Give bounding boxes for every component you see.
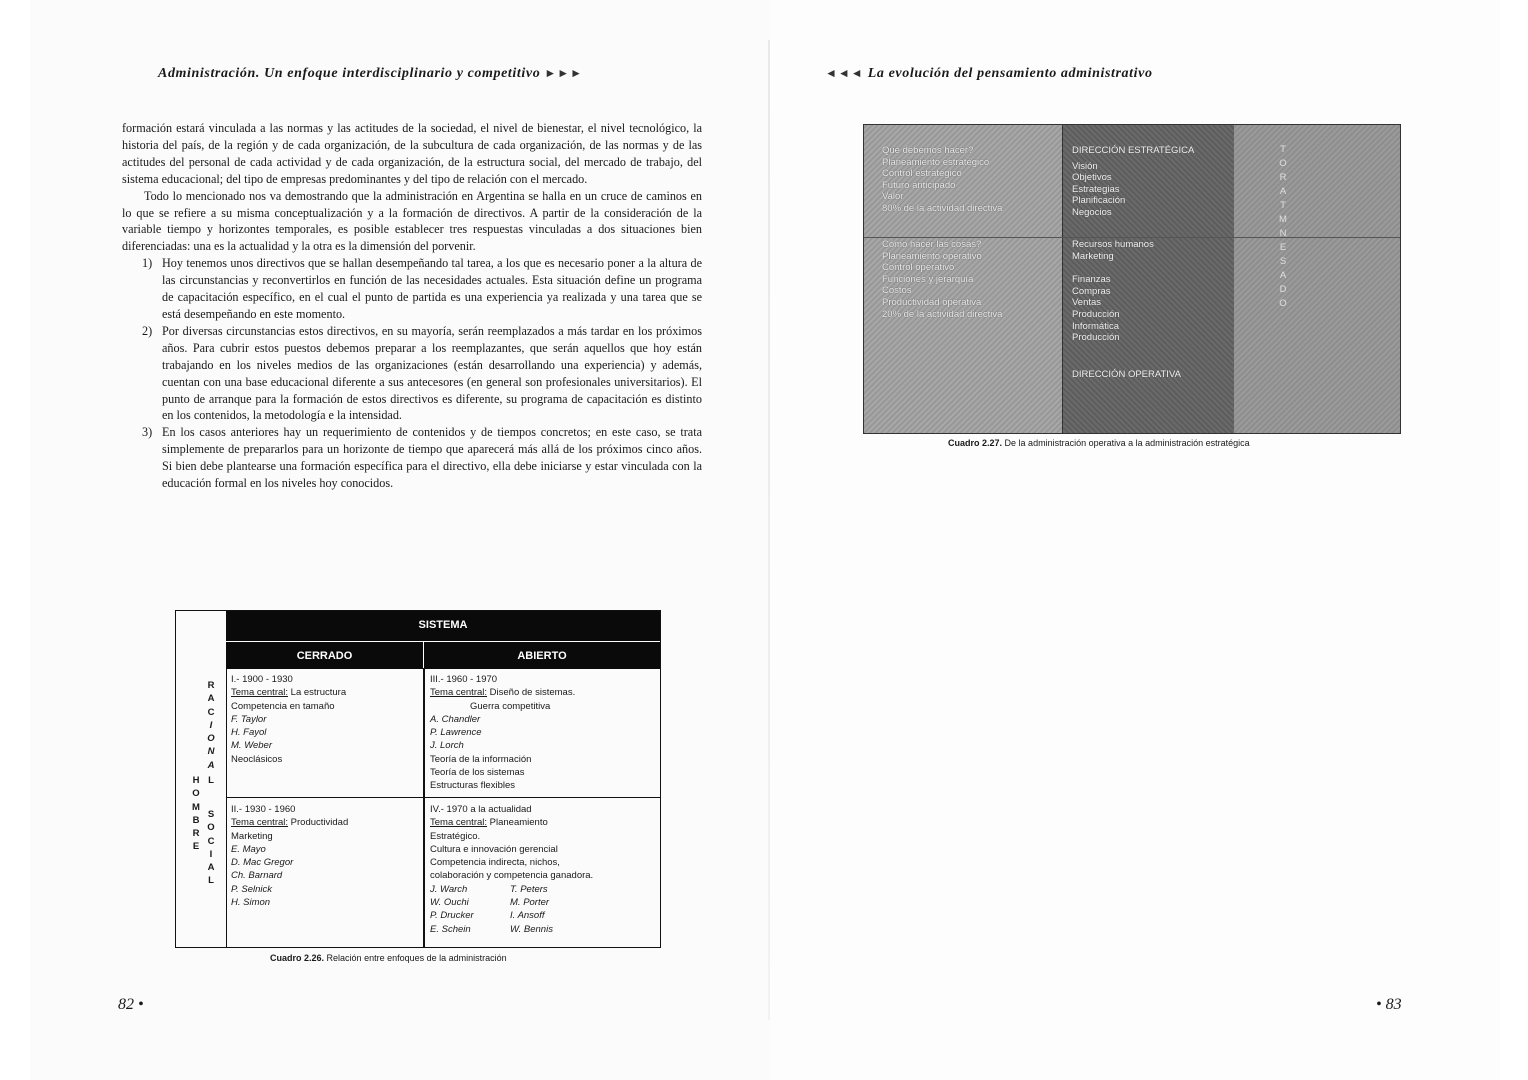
figure-col2-footer: DIRECCIÓN OPERATIVA (1072, 369, 1181, 380)
table-header-sistema: SISTEMA (226, 611, 660, 641)
back-arrows-icon: ◄◄◄ (825, 66, 864, 80)
vertical-letter: I (209, 719, 213, 731)
vertical-letter: N (1279, 228, 1287, 239)
figure-col1-bottom: Cómo hacer las cosas? Planeamiento operativo Control operativo Funciones y jerarquía Costos Productividad operativa 20% de la actividad directiva (882, 239, 1003, 320)
side-label-hombre (190, 774, 202, 854)
vertical-letter: A (1279, 270, 1287, 281)
vertical-letter: A (1279, 186, 1287, 197)
figure-col1-top: Qué debemos hacer? Planeamiento estratégico Control estratégico Futuro anticipado Valor 80% de la actividad directiva (882, 145, 1003, 214)
vertical-letter: H (192, 775, 200, 786)
figure-col2-top: DIRECCIÓN ESTRATÉGICA Visión Objetivos Estrategias Planificación Negocios (1072, 145, 1195, 218)
vertical-letter: O (207, 733, 215, 745)
caption-2-26: Cuadro 2.26. Relación entre enfoques de la administración (270, 953, 507, 963)
numbered-list (122, 255, 702, 492)
vertical-letter: I (209, 848, 213, 860)
page-number-right: • 83 (1376, 996, 1402, 1013)
table-header-cerrado: CERRADO (226, 641, 424, 669)
strategic-figure (863, 124, 1401, 434)
page-number-left: 82 • (118, 996, 144, 1013)
table-cell-open-social: IV.- 1970 a la actualidad Tema central: Planeamiento Estratégico. Cultura e innovación gerencial Competencia indirecta, nichos, colaboración y competencia ganadora. J. Warch T. Peters W. Ouchi M. Porter P. Drucker I. Ansoff E. Schein W. Bennis (424, 798, 660, 948)
left-body-text (122, 120, 702, 492)
vertical-letter: B (192, 814, 200, 826)
list-item: 1) Hoy tenemos unos directivos que se hallan desempeñando tal tarea, a los que es necesario poner a la altura de las circunstancias y reconvertirlos en función de las necesidades actuales. Esta situación define un programa de capacitación específico, en el cual el punto de partida es una experiencia ya realizada y una tarea que se está desempeñando en este momento. (142, 256, 702, 321)
approaches-table (175, 610, 661, 948)
list-item: 3) En los casos anteriores hay un requerimiento de contenidos y de tiempos concretos; en este caso, se trata simplemente de prepararlos para un horizonte de tiempo que aparecerá más allá de los próximos cinco años. Si bien debe plantearse una formación específica para el directivo, ella debe iniciarse y estar vinculada con la educación formal en los niveles hoy conocidos. (142, 425, 702, 491)
vertical-letter: T (1280, 200, 1286, 211)
table-side-axis: R A C I O N A H O M B R E S O C I A L L (176, 611, 227, 947)
vertical-letter: A (207, 759, 215, 771)
right-running-head: ◄◄◄ La evolución del pensamiento administrativo (825, 66, 1153, 81)
book-gutter (768, 40, 770, 1020)
vertical-letter: R (192, 828, 200, 840)
vertical-letter: A (207, 862, 215, 874)
table-header-abierto: ABIERTO (424, 641, 660, 669)
vertical-letter: E (1279, 242, 1287, 253)
paragraph: Todo lo mencionado nos va demostrando que la administración en Argentina se halla en un cruce de caminos en lo que se refiere a su misma conceptualización y a la formación de directivos. A partir de la consideración de la variable tiempo y horizontes temporales, es posible establecer tres respuestas vinculadas a dos situaciones bien diferenciadas: una es la actualidad y la otra es la dimensión del porvenir. (122, 188, 702, 254)
vertical-letter: O (1279, 158, 1287, 169)
side-label-racional (205, 679, 217, 772)
vertical-letter: O (1279, 298, 1287, 309)
vertical-letter: L (208, 875, 214, 887)
vertical-letter: O (192, 788, 200, 800)
figure-col2-bottom: Recursos humanos Marketing Finanzas Compras Ventas Producción Informática Producción (1072, 239, 1154, 344)
table-cell-closed-social: II.- 1930 - 1960 Tema central: Productividad Marketing E. Mayo D. Mac Gregor Ch. Barnard P. Selnick H. Simon (231, 804, 349, 909)
forward-arrows-icon: ►►► (544, 66, 584, 80)
vertical-letter: S (1279, 256, 1287, 267)
vertical-letter: R (1279, 172, 1287, 183)
list-item: 2) Por diversas circunstancias estos directivos, en su mayoría, serán reemplazados a más tardar en los próximos años. Para cubrir estos puestos debemos preparar a los reemplazantes, que serán aquellos que hoy están trabajando en los niveles medios de las organizaciones (están desarrollando una experiencia) y además, cuentan con una base educacional diferente a sus antecesores (en general son profesionales universitarios). El punto de arranque para la formación de estos directivos es diferente, su programa de capacitación es distinto en los contenidos, la metodología e la intensidad. (142, 323, 702, 423)
caption-2-27: Cuadro 2.27. De la administración operativa a la administración estratégica (948, 438, 1250, 448)
figure-col3-letters (1276, 143, 1290, 311)
vertical-letter: S (207, 809, 215, 820)
vertical-letter: D (1279, 284, 1287, 295)
vertical-letter: C (207, 835, 215, 847)
vertical-letter: T (1280, 144, 1286, 155)
vertical-letter: E (192, 841, 200, 853)
vertical-letter: M (1279, 214, 1287, 225)
table-cell-closed-rational: I.- 1900 - 1930 Tema central: La estructura Competencia en tamaño F. Taylor H. Fayol M. Weber Neoclásicos (231, 674, 347, 765)
vertical-letter: R (207, 680, 215, 691)
vertical-letter: N (207, 746, 215, 758)
left-running-head: Administración. Un enfoque interdisciplinario y competitivo ►►► (158, 66, 584, 81)
vertical-letter: A (207, 693, 215, 705)
table-cell-open-rational: III.- 1960 - 1970 Tema central: Diseño de sistemas. Guerra competitiva A. Chandler P. Lawrence J. Lorch Teoría de la información Teoría de los sistemas Estructuras flexibles (424, 668, 660, 806)
vertical-letter: M (192, 801, 200, 813)
vertical-letter: O (207, 822, 215, 834)
vertical-letter: C (207, 706, 215, 718)
side-label-social (205, 808, 217, 888)
paragraph: formación estará vinculada a las normas y las actitudes de la sociedad, el nivel de bienestar, el nivel tecnológico, la historia del país, de la región y de cada organización, de la subcultura de cada organización, de las normas y de las actitudes del personal de cada actividad y de cada organización, de la estructura social, del mercado de trabajo, del sistema educacional; del tipo de empresas predominantes y del tipo de relación con el mercado. (122, 121, 702, 186)
